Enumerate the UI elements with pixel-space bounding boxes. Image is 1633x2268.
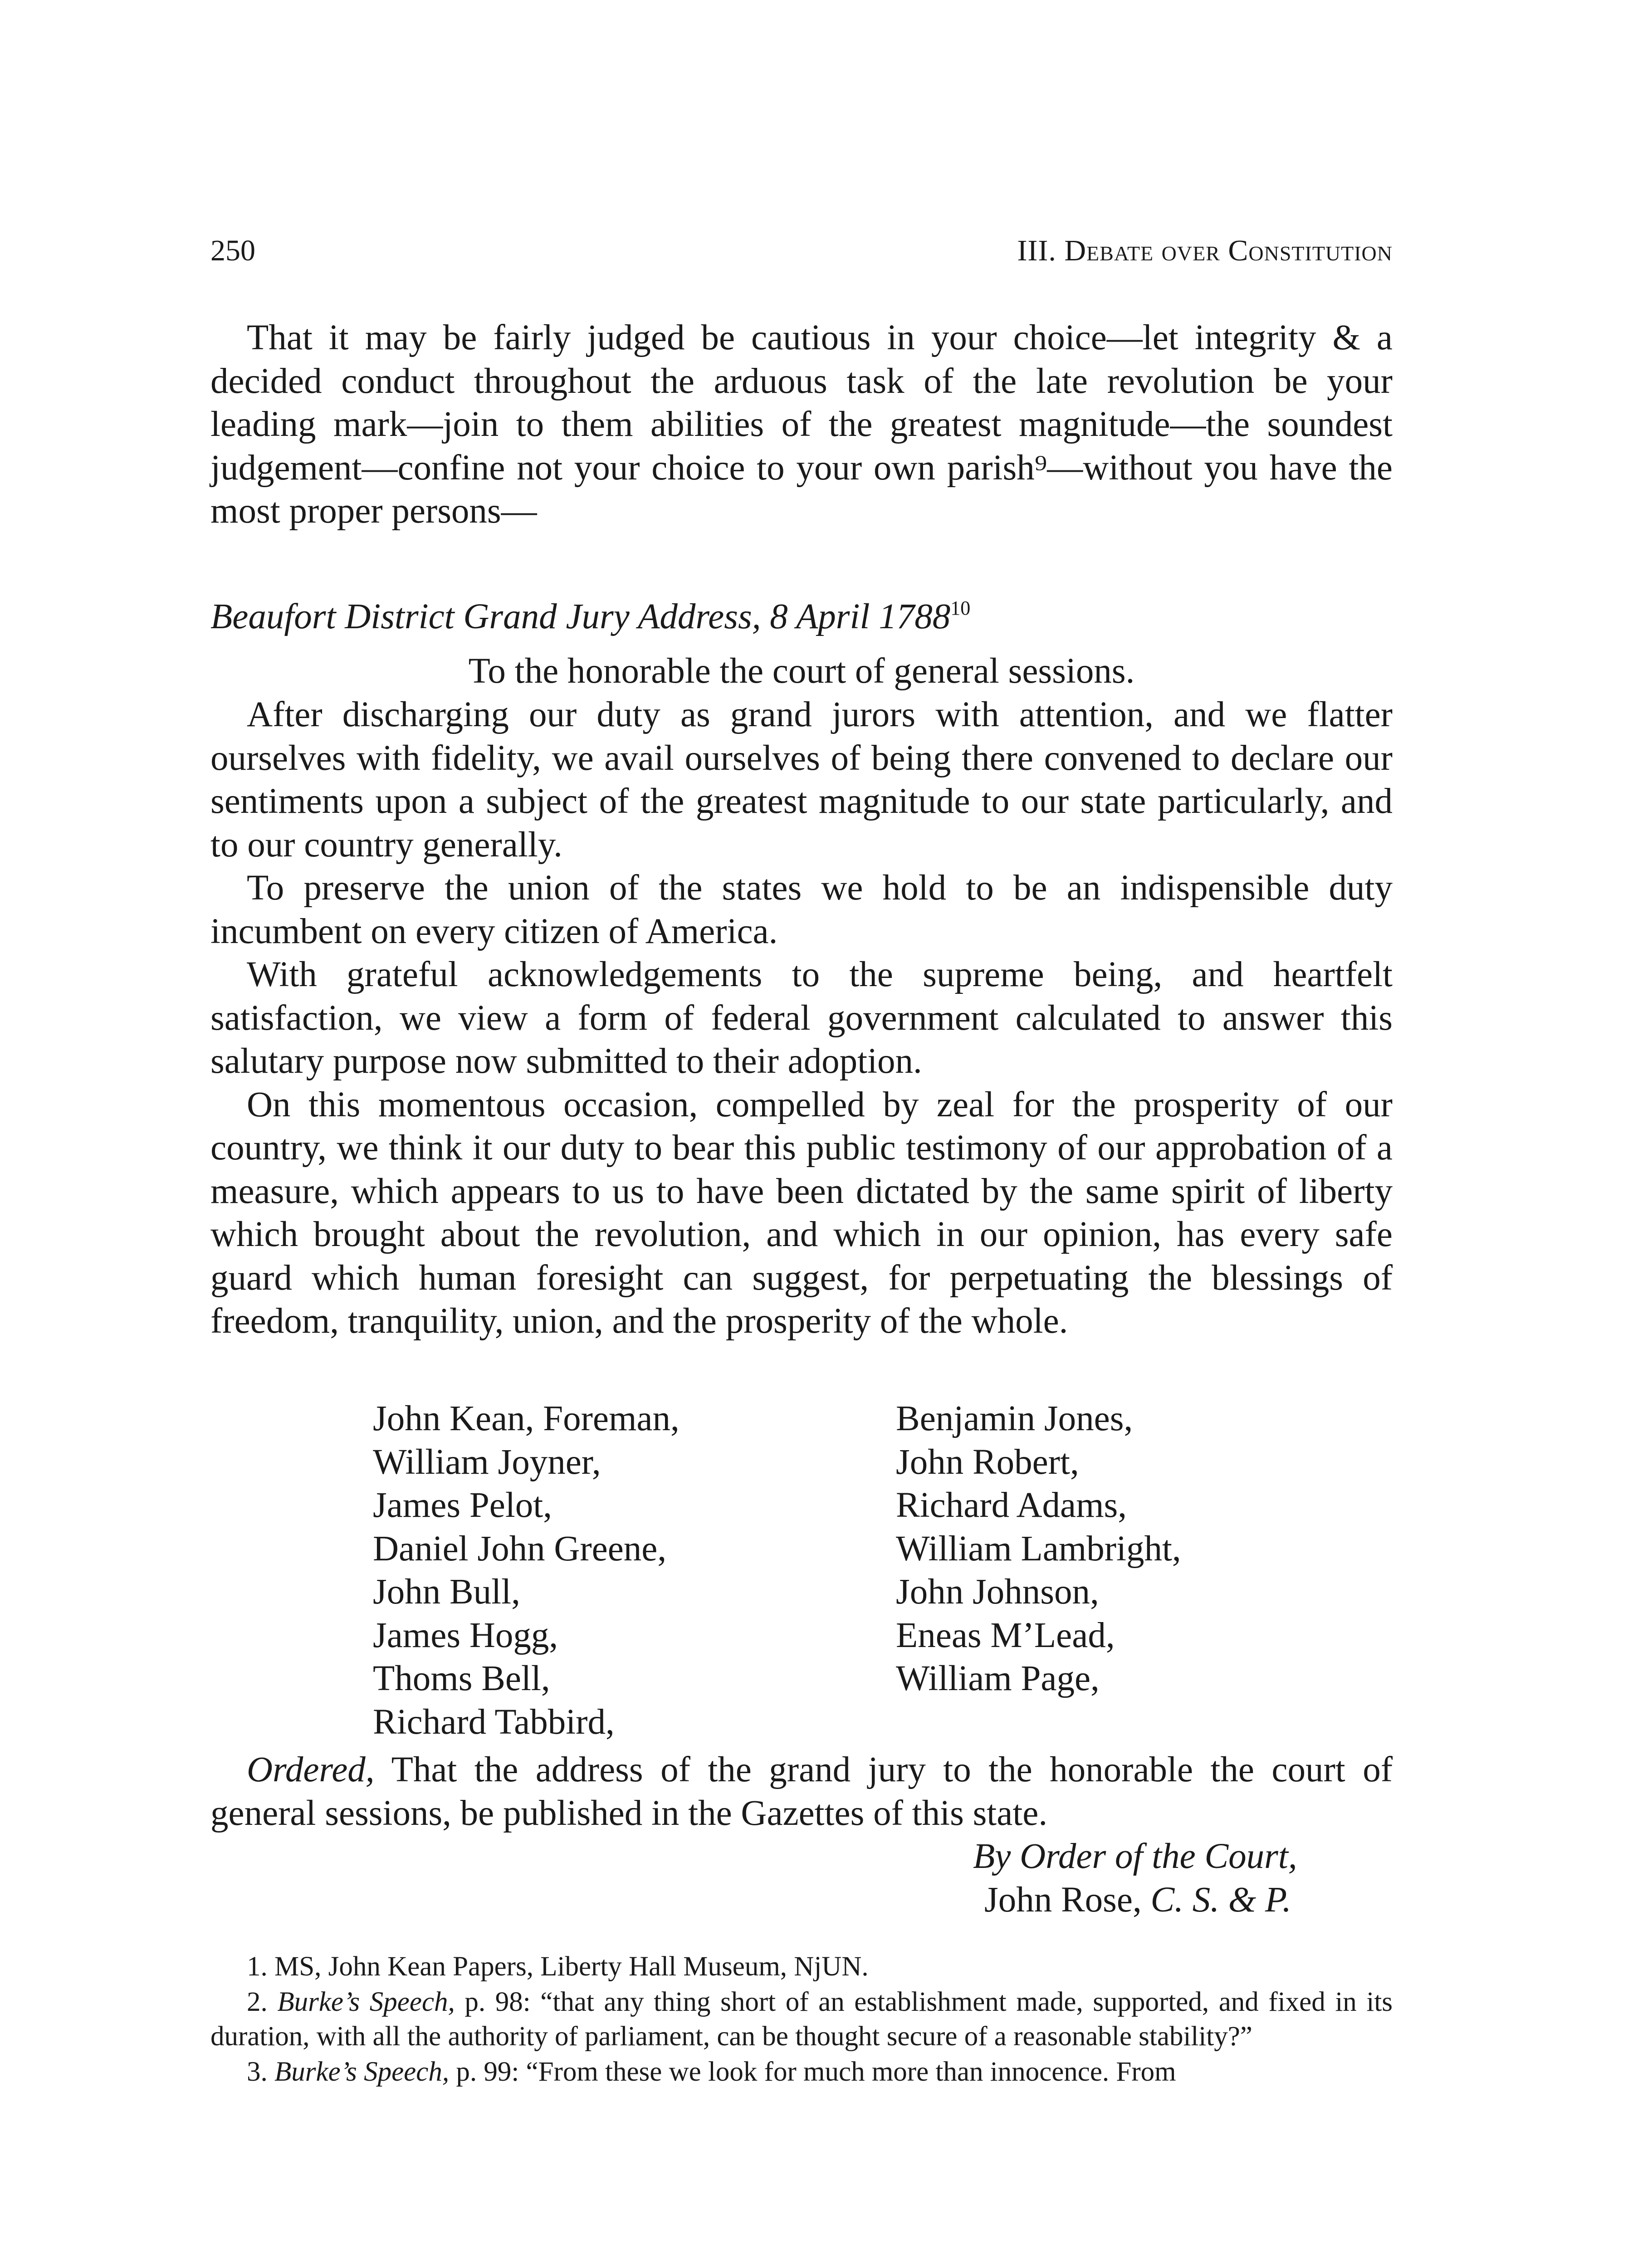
salutation: To the honorable the court of general sessions. [468, 651, 1135, 691]
opening-paragraph-block [210, 316, 1393, 533]
document-heading-text: Beaufort District Grand Jury Address, 8 April 1788 [210, 597, 951, 636]
footnote-text: MS, John Kean Papers, Liberty Hall Museum, NjUN. [274, 1951, 869, 1982]
signer-name: William Joyner, [373, 1442, 601, 1482]
signer-name: John Johnson, [896, 1572, 1099, 1612]
signer-name: Eneas M’Lead, [896, 1615, 1115, 1655]
footnote-reference: 10 [950, 597, 971, 619]
footnote-source: Burke’s Speech, [274, 2057, 450, 2087]
signer-name: John Bull, [373, 1572, 520, 1612]
signer-name: Benjamin Jones, [896, 1399, 1133, 1438]
signer-name: James Pelot, [373, 1486, 552, 1525]
signers-right-column [896, 1397, 1181, 1701]
document-heading [210, 595, 1393, 638]
footnote [210, 1950, 1393, 1984]
court-order-block [210, 1748, 1393, 1835]
footnote [210, 2055, 1393, 2089]
page-number: 250 [210, 234, 255, 267]
address-body [210, 693, 1393, 1343]
signer-name: Richard Tabbird, [373, 1702, 615, 1742]
by-order-line: By Order of the Court, [973, 1837, 1297, 1876]
signer-name: Richard Adams, [896, 1486, 1127, 1525]
signer-name: James Hogg, [373, 1615, 558, 1655]
signer-name: Daniel John Greene, [373, 1529, 667, 1569]
opening-paragraph: That it may be fairly judged be cautious in your choice—let integrity & a decided conduct throughout the arduous task of the late revolution be your leading mark—join to them abilities of the greatest magnitude—the soundest judgement—confine not your choice to your own parish⁹—without you have the most proper persons— [210, 318, 1393, 531]
signer-name: William Lambright, [896, 1529, 1181, 1569]
footnote-source: Burke’s Speech, [277, 1987, 455, 2017]
footnote-number: 1. [247, 1951, 268, 1982]
footnote-number: 3. [247, 2057, 268, 2087]
footnote-number: 2. [247, 1987, 268, 2017]
court-order [210, 1748, 1393, 1835]
address-paragraph: To preserve the union of the states we hold to be an indispensible duty incumbent on every citizen of America. [210, 868, 1393, 951]
address-paragraph: After discharging our duty as grand jurors with attention, and we flatter ourselves with fidelity, we avail ourselves of being there convened to declare our sentiments upon a subject of the greatest magnitude to our state particularly, and to our country generally. [210, 695, 1393, 865]
address-paragraph: With grateful acknowledgements to the supreme being, and heartfelt satisfaction, we view a form of federal government calculated to answer this salutary purpose now submitted to their adoption. [210, 955, 1393, 1081]
order-text: That the address of the grand jury to the honorable the court of general sessions, be published in the Gazettes of this state. [210, 1750, 1393, 1833]
signer-name: John Robert, [896, 1442, 1079, 1482]
signer-name: John Kean, Foreman, [373, 1399, 680, 1438]
clerk-name: John Rose, [984, 1880, 1142, 1920]
footnote [210, 1985, 1393, 2054]
clerk-signature [973, 1878, 1297, 1922]
signer-name: Thoms Bell, [373, 1659, 550, 1698]
signers-left-column [373, 1397, 680, 1744]
clerk-title: C. S. & P. [1150, 1880, 1291, 1920]
order-label: Ordered, [247, 1750, 375, 1789]
running-head [210, 229, 1393, 272]
signer-name: William Page, [896, 1659, 1100, 1698]
section-title: III. Debate over Constitution [1017, 234, 1393, 267]
footnote-text: p. 98: “that any thing short of an establishment made, supported, and fixed in its duration, with all the authority of parliament, can be thought secure of a reasonable stability?” [210, 1987, 1393, 2052]
footnote-text: p. 99: “From these we look for much more than innocence. From [456, 2057, 1176, 2087]
court-attribution [973, 1835, 1297, 1921]
footnotes [210, 1950, 1393, 2090]
address-paragraph: On this momentous occasion, compelled by zeal for the prosperity of our country, we think it our duty to bear this public testimony of our approbation of a measure, which appears to us to have been dictated by the same spirit of liberty which brought about the revolution, and which in our opinion, has every safe guard which human foresight can suggest, for perpetuating the blessings of freedom, tranquility, union, and the prosperity of the whole. [210, 1085, 1393, 1341]
